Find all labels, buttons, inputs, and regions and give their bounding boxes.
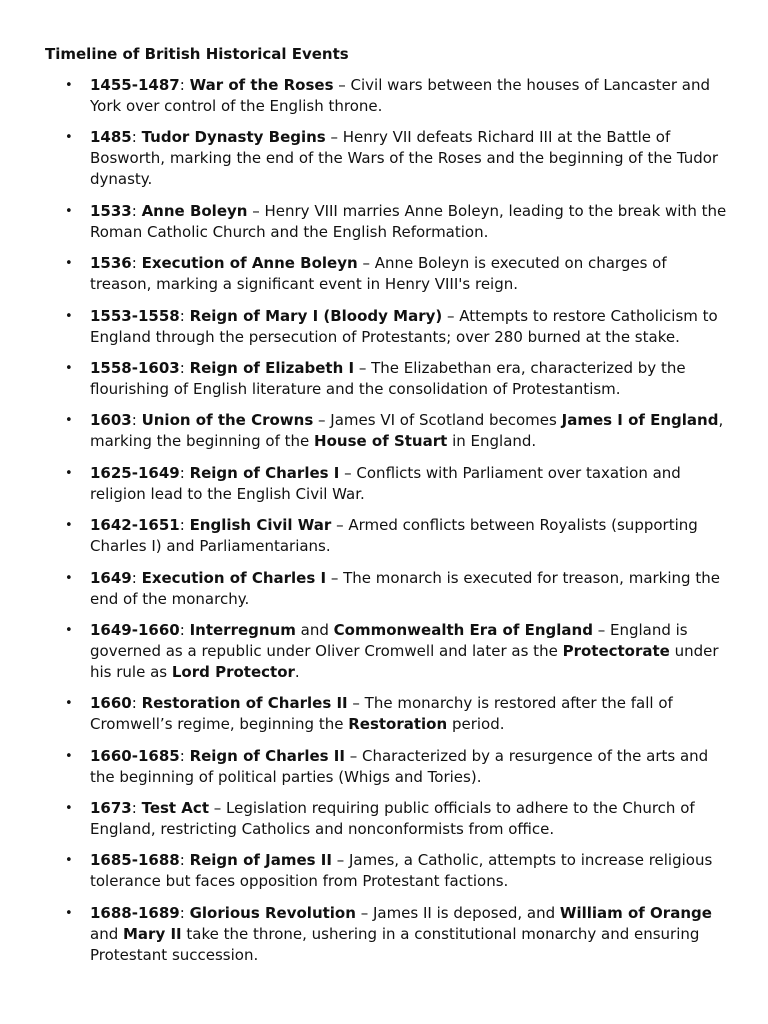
event-bold-text: 1533 xyxy=(90,201,132,220)
event-bold-text: Interregnum xyxy=(189,620,296,639)
timeline-list xyxy=(45,75,728,966)
event-bold-text: Union of the Crowns xyxy=(141,411,314,430)
event-plain-text: – Anne Boleyn is executed on charges of treason, marking a significant event in Henry VIII's reign. xyxy=(90,254,667,294)
event-plain-text: – Henry VII defeats Richard III at the Battle of Bosworth, marking the end of the Wars of the Roses and the beginning of the Tudor dynasty. xyxy=(90,128,719,189)
event-bold-text: William of Orange xyxy=(559,903,712,922)
event-plain-text: – The Elizabethan era, characterized by the flourishing of English literature and the consolidation of Protestantism. xyxy=(90,358,686,398)
timeline-event xyxy=(45,515,728,557)
event-plain-text: – The monarch is executed for treason, marking the end of the monarchy. xyxy=(90,568,720,608)
bullet-icon: • xyxy=(65,853,73,869)
timeline-event xyxy=(45,850,728,892)
event-text xyxy=(90,747,708,786)
event-plain-text: : xyxy=(179,746,190,765)
event-plain-text: – Armed conflicts between Royalists (supporting Charles I) and Parliamentarians. xyxy=(90,516,698,556)
bullet-icon: • xyxy=(65,465,73,481)
event-plain-text: : xyxy=(179,516,190,535)
event-bold-text: Reign of James II xyxy=(189,851,332,870)
bullet-icon: • xyxy=(65,308,73,324)
event-text xyxy=(90,569,720,608)
event-text xyxy=(90,411,723,450)
event-bold-text: 1673 xyxy=(90,799,132,818)
event-bold-text: James I of England xyxy=(561,411,719,430)
timeline-event xyxy=(45,75,728,117)
bullet-icon: • xyxy=(65,570,73,586)
event-bold-text: Commonwealth Era of England xyxy=(333,620,593,639)
bullet-icon: • xyxy=(65,748,73,764)
bullet-icon: • xyxy=(65,360,73,376)
event-text xyxy=(90,254,667,293)
event-text xyxy=(90,307,718,346)
event-plain-text: – James, a Catholic, attempts to increase religious tolerance but faces opposition from Protestant factions. xyxy=(90,851,713,891)
event-plain-text: . xyxy=(294,662,300,681)
timeline-event xyxy=(45,620,728,683)
timeline-event xyxy=(45,127,728,190)
event-bold-text: 1660 xyxy=(90,694,132,713)
event-plain-text: : xyxy=(179,358,190,377)
event-plain-text: : xyxy=(179,306,190,325)
event-plain-text: : xyxy=(179,463,190,482)
event-plain-text: in England. xyxy=(447,432,537,451)
event-plain-text: – Characterized by a resurgence of the arts and the beginning of political parties (Whigs and Tories). xyxy=(90,746,709,786)
event-bold-text: English Civil War xyxy=(189,516,332,535)
timeline-event xyxy=(45,463,728,505)
event-text xyxy=(90,516,698,555)
event-plain-text: take the throne, ushering in a constitutional monarchy and ensuring Protestant succession. xyxy=(90,924,700,964)
event-bold-text: Tudor Dynasty Begins xyxy=(141,128,326,147)
event-bold-text: 1603 xyxy=(90,411,132,430)
event-bold-text: Test Act xyxy=(141,799,209,818)
event-bold-text: 1536 xyxy=(90,254,132,273)
bullet-icon: • xyxy=(65,203,73,219)
event-plain-text: – James VI of Scotland becomes xyxy=(313,411,562,430)
event-plain-text: , marking the beginning of the xyxy=(90,411,724,451)
event-text xyxy=(90,76,710,115)
event-bold-text: Reign of Charles I xyxy=(189,463,340,482)
event-bold-text: Reign of Elizabeth I xyxy=(189,358,355,377)
event-bold-text: House of Stuart xyxy=(314,432,448,451)
event-bold-text: 1649-1660 xyxy=(90,620,180,639)
bullet-icon: • xyxy=(65,801,73,817)
event-plain-text: : xyxy=(131,411,142,430)
timeline-event xyxy=(45,306,728,348)
event-plain-text: : xyxy=(179,620,190,639)
event-text xyxy=(90,202,726,241)
event-plain-text: : xyxy=(131,694,142,713)
event-plain-text: : xyxy=(131,799,142,818)
timeline-event xyxy=(45,903,728,966)
event-text xyxy=(90,694,673,733)
event-bold-text: Reign of Charles II xyxy=(189,746,345,765)
event-bold-text: Execution of Charles I xyxy=(141,568,327,587)
event-bold-text: Restoration xyxy=(348,715,448,734)
event-bold-text: 1660-1685 xyxy=(90,746,180,765)
event-bold-text: Reign of Mary I (Bloody Mary) xyxy=(189,306,443,325)
timeline-event xyxy=(45,798,728,840)
event-bold-text: 1625-1649 xyxy=(90,463,180,482)
bullet-icon: • xyxy=(65,78,73,93)
event-text xyxy=(90,359,686,398)
timeline-event xyxy=(45,693,728,735)
event-plain-text: – James II is deposed, and xyxy=(355,903,560,922)
event-plain-text: – Conflicts with Parliament over taxation and religion lead to the English Civil War. xyxy=(90,463,681,503)
bullet-icon: • xyxy=(65,130,73,146)
document-title: Timeline of British Historical Events xyxy=(45,45,349,63)
bullet-icon: • xyxy=(65,413,73,429)
event-text xyxy=(90,464,681,503)
event-bold-text: Restoration of Charles II xyxy=(141,694,348,713)
event-bold-text: 1455-1487 xyxy=(90,76,180,94)
timeline-event xyxy=(45,568,728,610)
event-text xyxy=(90,128,718,188)
event-plain-text: : xyxy=(131,254,142,273)
event-plain-text: – England is governed as a republic under Oliver Cromwell and later as the xyxy=(90,620,688,660)
event-plain-text: : xyxy=(179,76,190,94)
event-bold-text: Execution of Anne Boleyn xyxy=(141,254,358,273)
event-bold-text: 1649 xyxy=(90,568,132,587)
timeline-event xyxy=(45,358,728,400)
event-plain-text: period. xyxy=(447,715,505,734)
bullet-icon: • xyxy=(65,256,73,272)
event-bold-text: Glorious Revolution xyxy=(189,903,356,922)
event-plain-text: under his rule as xyxy=(90,641,719,681)
event-bold-text: 1553-1558 xyxy=(90,306,180,325)
event-bold-text: Anne Boleyn xyxy=(141,201,248,220)
event-text xyxy=(90,851,712,890)
event-plain-text: : xyxy=(179,851,190,870)
event-bold-text: 1558-1603 xyxy=(90,358,180,377)
timeline-event xyxy=(45,746,728,788)
event-plain-text: : xyxy=(131,568,142,587)
event-bold-text: 1485 xyxy=(90,128,132,147)
bullet-icon: • xyxy=(65,905,73,921)
event-bold-text: Lord Protector xyxy=(171,662,295,681)
event-plain-text: – Legislation requiring public officials to adhere to the Church of England, restricting Catholics and nonconformists from office. xyxy=(90,799,695,839)
timeline-event xyxy=(45,201,728,243)
event-text xyxy=(90,799,695,838)
event-plain-text: and xyxy=(295,620,334,639)
event-plain-text: and xyxy=(90,924,123,943)
event-plain-text: – The monarchy is restored after the fall of Cromwell’s regime, beginning the xyxy=(90,694,673,734)
event-bold-text: 1685-1688 xyxy=(90,851,180,870)
event-plain-text: – Henry VIII marries Anne Boleyn, leading to the break with the Roman Catholic Church and the English Reformation. xyxy=(90,201,727,241)
event-plain-text: – Civil wars between the houses of Lancaster and York over control of the English throne. xyxy=(90,76,711,115)
event-plain-text: : xyxy=(131,128,142,147)
event-bold-text: 1642-1651 xyxy=(90,516,180,535)
bullet-icon: • xyxy=(65,622,73,638)
event-bold-text: War of the Roses xyxy=(189,76,334,94)
event-plain-text: – Attempts to restore Catholicism to England through the persecution of Protestants; over 280 burned at the stake. xyxy=(90,306,718,346)
event-text xyxy=(90,904,712,964)
event-plain-text: : xyxy=(179,903,190,922)
event-bold-text: Mary II xyxy=(123,924,182,943)
timeline-event xyxy=(45,410,728,452)
event-bold-text: 1688-1689 xyxy=(90,903,180,922)
event-bold-text: Protectorate xyxy=(562,641,670,660)
bullet-icon: • xyxy=(65,696,73,712)
event-plain-text: : xyxy=(131,201,142,220)
bullet-icon: • xyxy=(65,518,73,534)
timeline-event xyxy=(45,253,728,295)
event-text xyxy=(90,621,719,681)
